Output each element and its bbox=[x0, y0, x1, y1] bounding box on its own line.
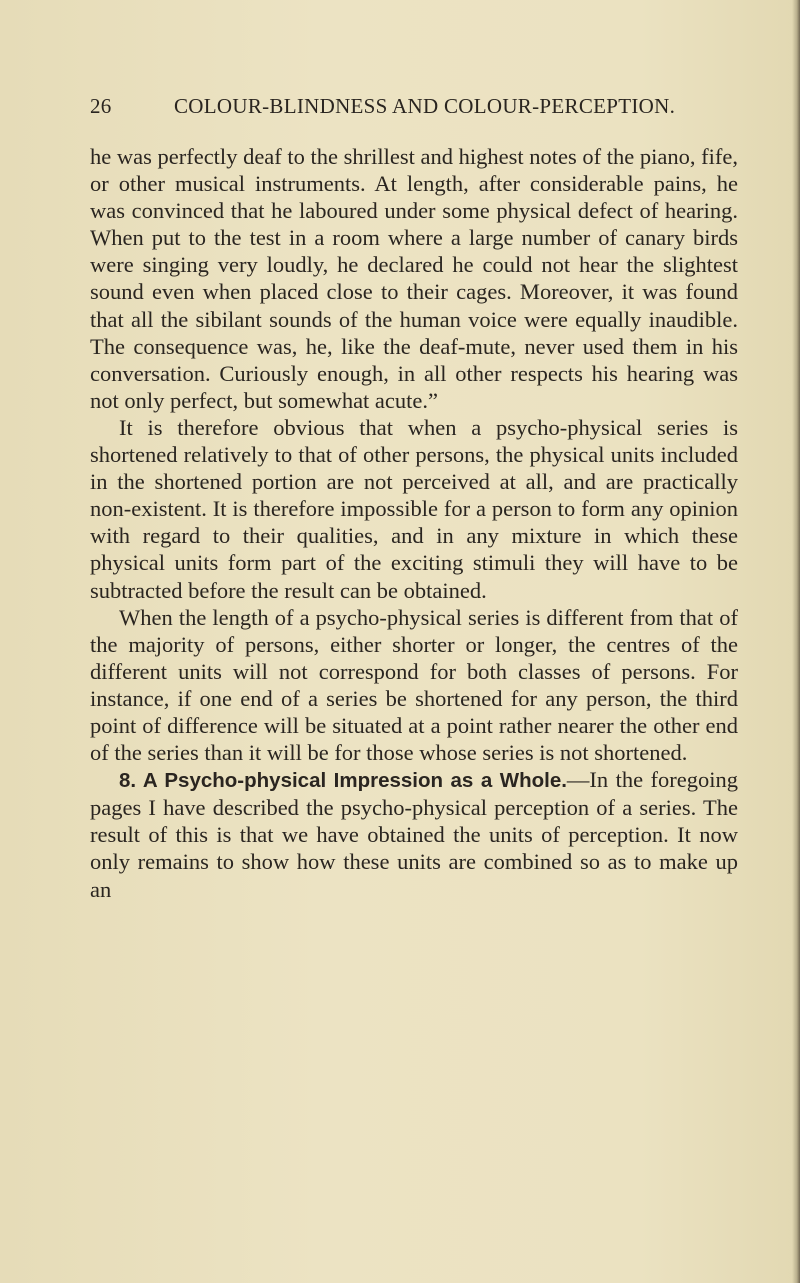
page-edge-shadow bbox=[792, 0, 800, 1283]
paragraph-continued: he was perfectly deaf to the shrillest and highest notes of the piano, fife, or other musical instruments. At length, after considerable pains, he was convinced that he laboured under some physical defect of hearing. When put to the test in a room where a large number of canary birds were singing very loudly, he declared he could not hear the slightest sound even when placed close to their cages. Moreover, it was found that all the sibilant sounds of the human voice were equally inaudible. The consequence was, he, like the deaf-mute, never used them in his conversation. Curiously enough, in all other respects his hearing was not only perfect, but somewhat acute.” bbox=[90, 144, 738, 413]
section-paragraph bbox=[90, 766, 738, 902]
body-text bbox=[90, 143, 738, 903]
paragraph: When the length of a psycho-physical series is different from that of the majority of persons, either shorter or longer, the centres of the different units will not correspond for both classes of persons. For instance, if one end of a series be shortened for any person, the third point of difference will be situated at a point rather nearer the other end of the series than it will be for those whose series is not shortened. bbox=[90, 604, 738, 766]
page-header bbox=[90, 94, 730, 124]
section-heading: 8. A Psycho-physical Impression as a Whole. bbox=[119, 769, 567, 793]
paragraph: It is therefore obvious that when a psycho-physical series is shortened relatively to that of other persons, the physical units included in the shortened portion are not perceived at all, and are practically non-existent. It is therefore impossible for a person to form any opinion with regard to their qualities, and in any mixture in which these physical units form part of the exciting stimuli they will have to be subtracted before the result can be obtained. bbox=[90, 414, 738, 603]
page-number: 26 bbox=[90, 94, 112, 118]
running-head: COLOUR-BLINDNESS AND COLOUR-PERCEPTION. bbox=[174, 94, 676, 118]
section-text: —In the foregoing pages I have described the psycho-physical perception of a series. The result of this is that we have obtained the units of perception. It now only remains to show how these units are combined so as to make up an bbox=[90, 767, 738, 902]
